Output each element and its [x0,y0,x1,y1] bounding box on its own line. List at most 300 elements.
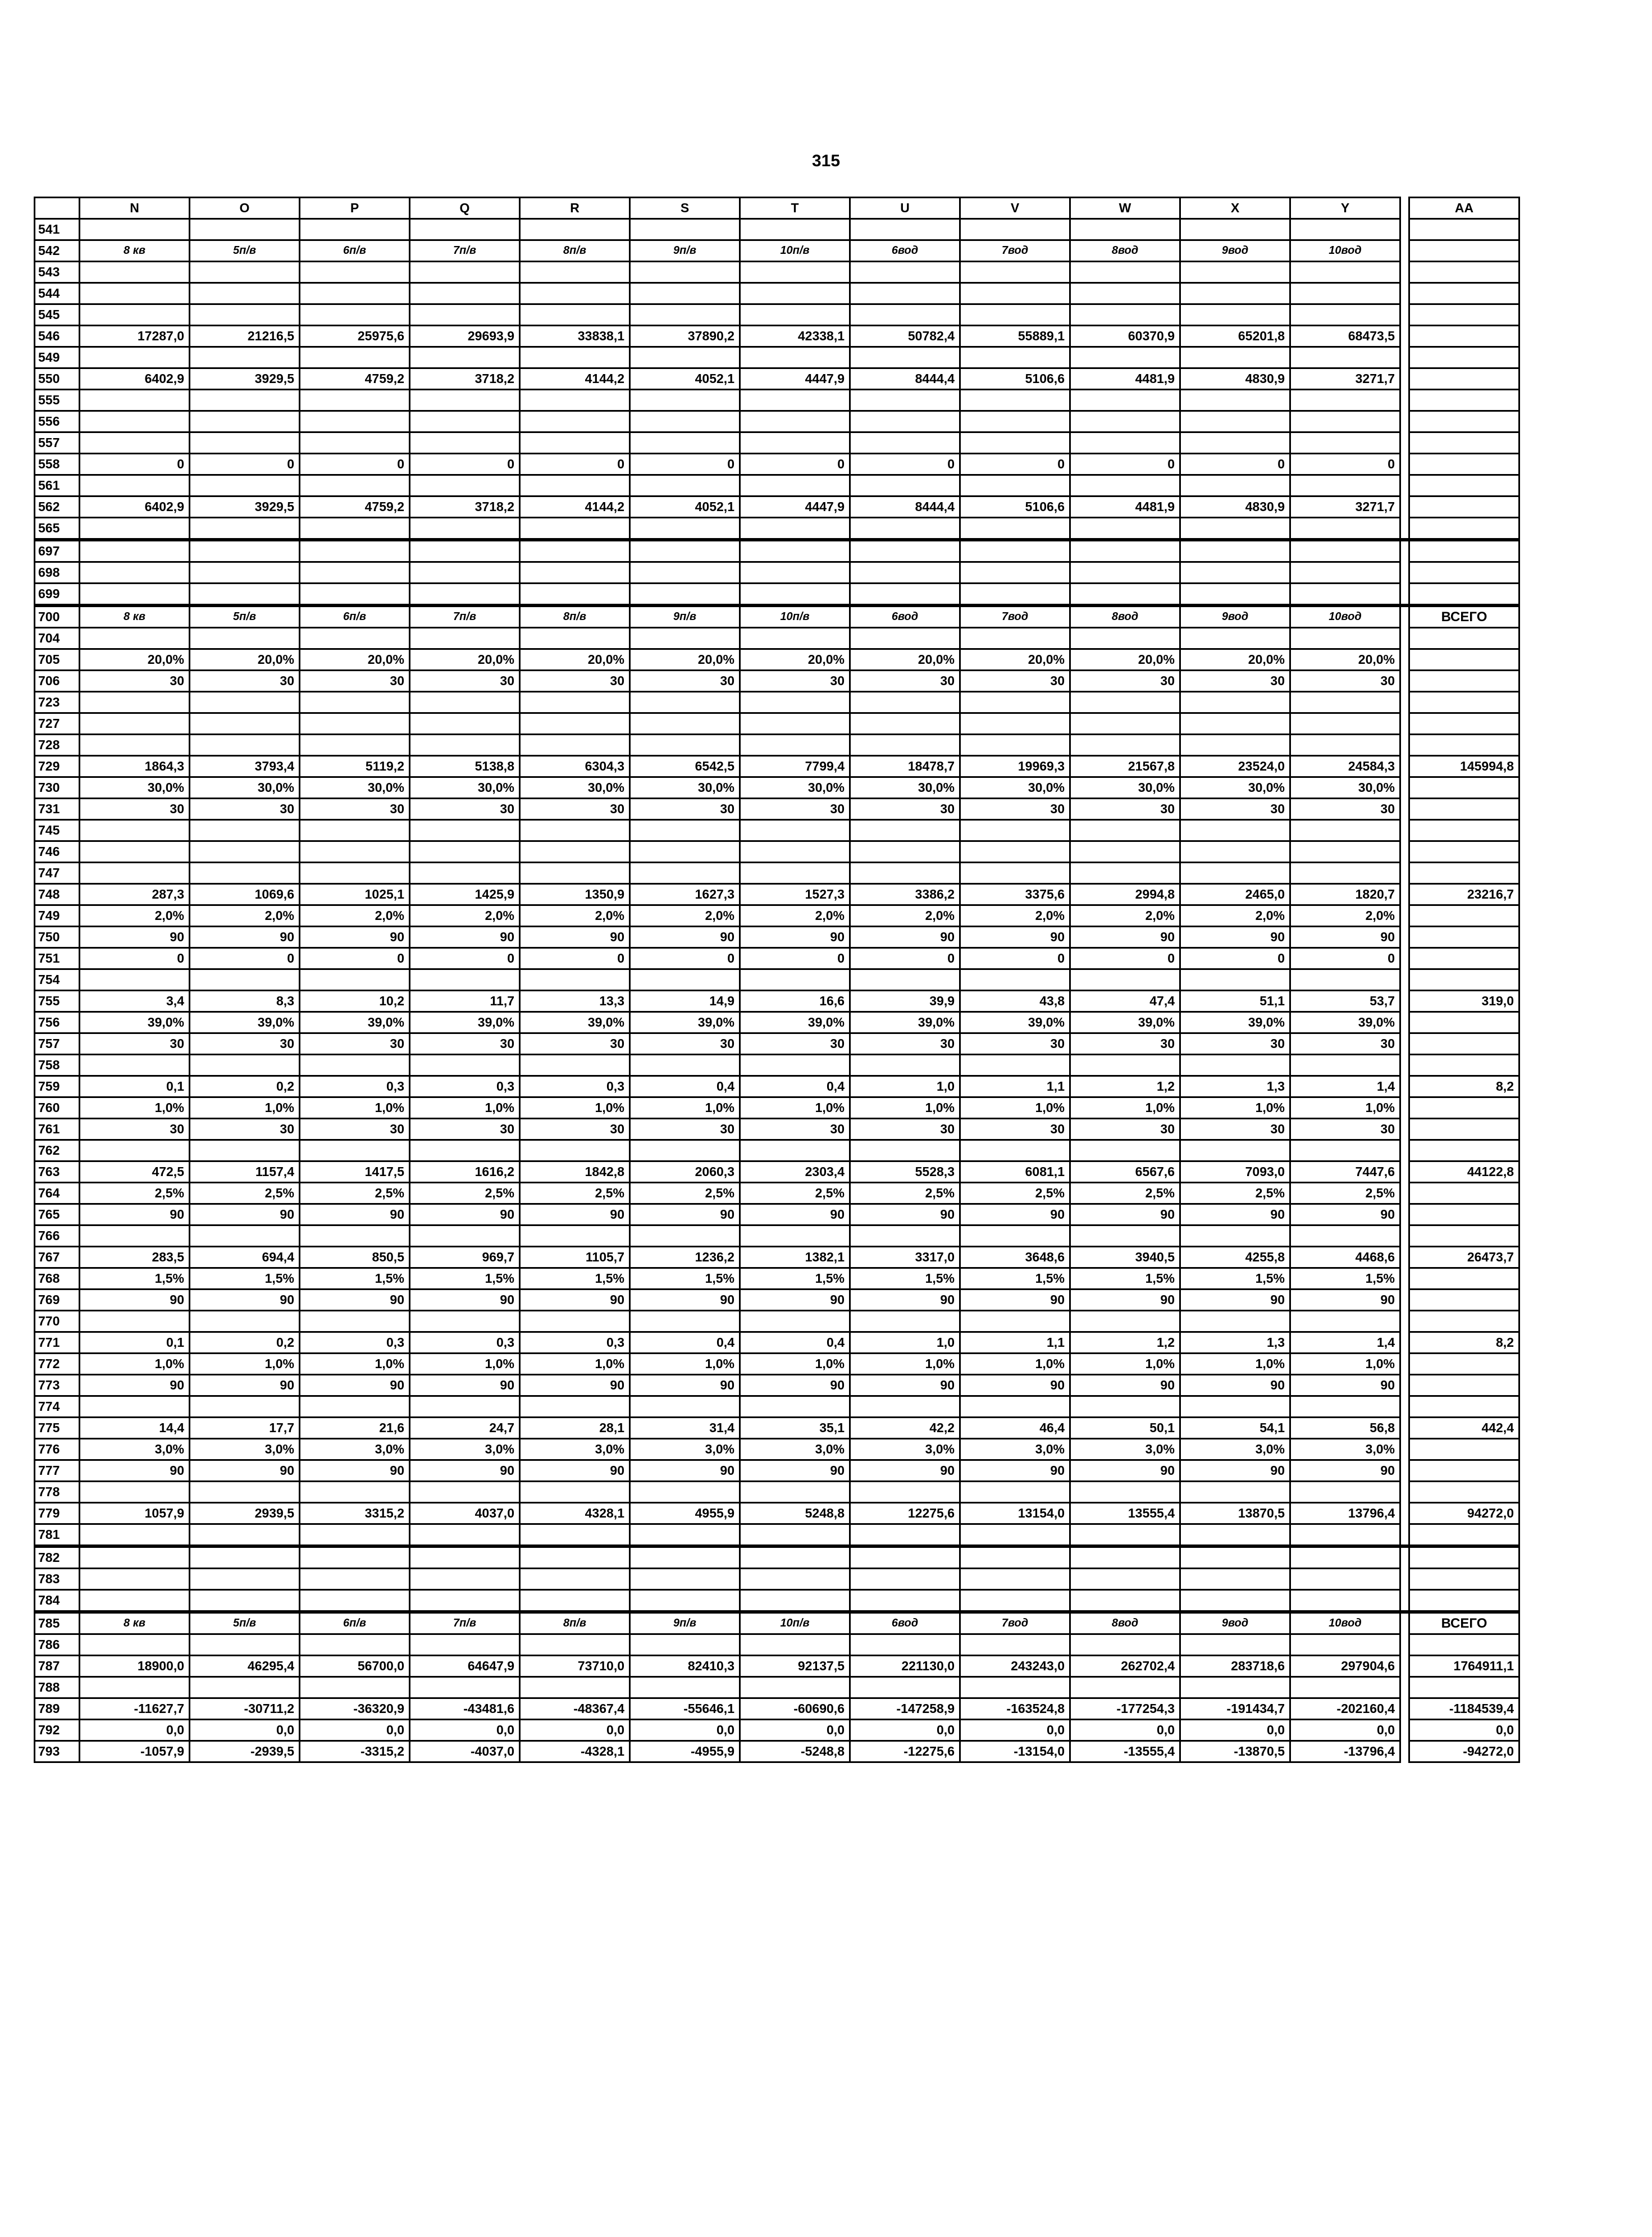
cell: 1105,7 [520,1247,630,1268]
cell: 14,4 [80,1418,190,1439]
cell: 90 [630,927,740,948]
cell: 30 [740,671,850,692]
cell [960,411,1070,432]
row-number: 546 [35,326,80,347]
cell: 0,0 [630,1720,740,1741]
cell: 8,3 [190,991,300,1012]
cell [410,692,520,713]
column-gap [1400,605,1409,628]
row-number: 550 [35,368,80,390]
cell: 5528,3 [850,1161,960,1183]
sheet-row [35,605,1519,628]
row-number: 774 [35,1396,80,1418]
cell [740,347,850,368]
row-number: 731 [35,799,80,820]
cell: 30 [300,1119,410,1140]
cell [1070,584,1180,606]
cell: 90 [300,1290,410,1311]
cell [1180,1569,1290,1590]
cell [740,304,850,326]
cell: 30 [410,799,520,820]
cell [300,219,410,240]
cell: 0,2 [190,1076,300,1097]
cell [410,713,520,735]
cell [80,390,190,411]
cell: 3,0% [300,1439,410,1460]
cell [1290,1590,1400,1612]
column-gap [1400,777,1409,799]
cell: 30 [1290,671,1400,692]
cell: 10п/в [740,240,850,262]
cell: 39,9 [850,991,960,1012]
cell [1409,326,1519,347]
cell [190,1396,300,1418]
sheet-row [35,562,1519,584]
sheet-row [35,1268,1519,1290]
cell: 6п/в [300,605,410,628]
cell: 0,0 [960,1720,1070,1741]
cell [80,863,190,884]
cell: -4328,1 [520,1741,630,1762]
cell: 2,5% [1180,1183,1290,1204]
cell: 0,2 [190,1332,300,1354]
cell: 30 [520,1033,630,1055]
cell: 2994,8 [1070,884,1180,905]
cell: 0,0 [300,1720,410,1741]
cell [1180,584,1290,606]
cell: 90 [520,1204,630,1225]
cell [520,347,630,368]
cell [190,304,300,326]
cell: 3271,7 [1290,496,1400,518]
cell [410,1590,520,1612]
row-number: 760 [35,1097,80,1119]
sheet-row [35,496,1519,518]
cell [960,820,1070,841]
cell: 30 [630,1033,740,1055]
cell: 39,0% [80,1012,190,1033]
cell [300,692,410,713]
cell [630,304,740,326]
column-gap [1400,671,1409,692]
cell: 7799,4 [740,756,850,777]
cell: 30 [190,799,300,820]
cell [1290,475,1400,496]
cell: 1,5% [80,1268,190,1290]
cell: 3929,5 [190,368,300,390]
cell: 73710,0 [520,1656,630,1677]
cell: 39,0% [1290,1012,1400,1033]
cell [190,1482,300,1503]
cell: 1864,3 [80,756,190,777]
cell: 2,5% [960,1183,1070,1204]
column-gap [1400,841,1409,863]
cell [1180,820,1290,841]
cell: 8,2 [1409,1076,1519,1097]
cell: 7п/в [410,605,520,628]
cell: 7п/в [410,240,520,262]
cell: 145994,8 [1409,756,1519,777]
cell: 90 [300,927,410,948]
cell: 4481,9 [1070,368,1180,390]
cell: 30 [630,671,740,692]
cell: 30 [1070,1119,1180,1140]
cell: 1,0% [630,1097,740,1119]
cell: 10вод [1290,605,1400,628]
cell [1409,390,1519,411]
cell: 90 [630,1204,740,1225]
sheet-row [35,863,1519,884]
cell [630,863,740,884]
cell: 42338,1 [740,326,850,347]
cell: 1,0% [740,1354,850,1375]
sheet-row [35,219,1519,240]
cell: 1,0% [300,1097,410,1119]
cell: 30 [740,1119,850,1140]
column-gap [1400,884,1409,905]
cell: 0 [1180,948,1290,969]
cell: 90 [190,1460,300,1482]
cell [520,713,630,735]
cell: 3,0% [410,1439,520,1460]
cell [850,1482,960,1503]
cell: -48367,4 [520,1698,630,1720]
cell [850,1311,960,1332]
cell: 11,7 [410,991,520,1012]
cell [1409,671,1519,692]
sheet-row [35,1439,1519,1460]
cell [740,432,850,454]
cell: 2,5% [850,1183,960,1204]
cell [520,432,630,454]
cell: 4144,2 [520,368,630,390]
cell: 2,0% [410,905,520,927]
cell [1180,1634,1290,1656]
column-header: S [630,198,740,219]
cell [300,1396,410,1418]
cell [410,1482,520,1503]
cell [1409,1460,1519,1482]
cell: 90 [1290,1460,1400,1482]
row-number: 786 [35,1634,80,1656]
sheet-row [35,927,1519,948]
cell: 30 [960,1033,1070,1055]
cell: 30,0% [520,777,630,799]
column-gap [1400,1546,1409,1569]
cell [300,1140,410,1161]
cell [1180,432,1290,454]
cell [850,735,960,756]
cell: 1,5% [520,1268,630,1290]
cell [1409,1012,1519,1033]
cell: 1025,1 [300,884,410,905]
cell [1409,540,1519,562]
cell: 30 [300,1033,410,1055]
cell [1180,283,1290,304]
cell [850,475,960,496]
cell [190,562,300,584]
cell: 3271,7 [1290,368,1400,390]
sheet-row [35,1418,1519,1439]
sheet-row [35,1503,1519,1524]
row-number: 557 [35,432,80,454]
sheet-row [35,1460,1519,1482]
cell [1070,262,1180,283]
cell [80,1225,190,1247]
cell [1180,969,1290,991]
cell: 90 [740,927,850,948]
column-gap [1400,1247,1409,1268]
cell: 20,0% [1180,649,1290,671]
cell: 90 [410,1290,520,1311]
cell: 7вод [960,605,1070,628]
cell [80,518,190,540]
cell [1070,1590,1180,1612]
cell: 8п/в [520,605,630,628]
cell: 90 [80,1290,190,1311]
cell: 23216,7 [1409,884,1519,905]
cell [740,562,850,584]
row-number: 555 [35,390,80,411]
sheet-row [35,1183,1519,1204]
cell: 2,5% [300,1183,410,1204]
cell: 55889,1 [960,326,1070,347]
cell: 2060,3 [630,1161,740,1183]
cell [740,1396,850,1418]
cell: 0 [1290,948,1400,969]
cell: 21216,5 [190,326,300,347]
cell: 90 [960,1375,1070,1396]
cell: -147258,9 [850,1698,960,1720]
sheet-row [35,735,1519,756]
cell: 0,0 [1180,1720,1290,1741]
cell [410,411,520,432]
cell [1070,1140,1180,1161]
cell [300,432,410,454]
cell: 5п/в [190,1612,300,1634]
row-number: 746 [35,841,80,863]
cell: 9вод [1180,1612,1290,1634]
cell: 30 [850,671,960,692]
cell: 6567,6 [1070,1161,1180,1183]
cell [410,1677,520,1698]
cell [300,1546,410,1569]
cell [1409,219,1519,240]
cell [300,1569,410,1590]
cell [740,1524,850,1547]
cell [300,1524,410,1547]
cell: 24,7 [410,1418,520,1439]
cell [960,562,1070,584]
cell: 90 [630,1375,740,1396]
cell [520,262,630,283]
cell [850,713,960,735]
cell [410,304,520,326]
cell: 25975,6 [300,326,410,347]
column-gap [1400,1569,1409,1590]
cell: 90 [410,927,520,948]
cell: 319,0 [1409,991,1519,1012]
cell [630,969,740,991]
cell [1409,1524,1519,1547]
cell [300,283,410,304]
cell [850,863,960,884]
cell: 20,0% [300,649,410,671]
row-number: 777 [35,1460,80,1482]
sheet-row [35,1677,1519,1698]
cell [410,820,520,841]
cell [960,1396,1070,1418]
cell [960,1311,1070,1332]
cell: 90 [960,1460,1070,1482]
cell [960,475,1070,496]
row-number: 759 [35,1076,80,1097]
cell [960,863,1070,884]
cell: 1627,3 [630,884,740,905]
cell [1070,1482,1180,1503]
cell: 30 [300,799,410,820]
row-number: 556 [35,411,80,432]
column-gap [1400,496,1409,518]
sheet-row [35,1311,1519,1332]
cell: 30 [1290,1033,1400,1055]
cell [1290,735,1400,756]
cell [1070,475,1180,496]
cell [850,841,960,863]
cell: -13796,4 [1290,1741,1400,1762]
cell [1409,454,1519,475]
cell [190,969,300,991]
cell: 1616,2 [410,1161,520,1183]
cell: 1,5% [740,1268,850,1290]
cell: 30 [410,671,520,692]
cell [1290,540,1400,562]
cell [520,1055,630,1076]
cell [1290,411,1400,432]
cell: 44122,8 [1409,1161,1519,1183]
cell: 3,4 [80,991,190,1012]
cell: 19969,3 [960,756,1070,777]
cell: 64647,9 [410,1656,520,1677]
cell [960,713,1070,735]
sheet-row [35,411,1519,432]
cell: ВСЕГО [1409,605,1519,628]
cell [1409,475,1519,496]
cell: -191434,7 [1180,1698,1290,1720]
cell: 3940,5 [1070,1247,1180,1268]
cell [740,692,850,713]
cell: 90 [300,1204,410,1225]
row-number: 757 [35,1033,80,1055]
column-gap [1400,411,1409,432]
row-number: 785 [35,1612,80,1634]
cell [190,1546,300,1569]
cell: 1527,3 [740,884,850,905]
sheet-row [35,584,1519,606]
cell: 13,3 [520,991,630,1012]
row-number: 793 [35,1741,80,1762]
row-number: 542 [35,240,80,262]
cell: 17287,0 [80,326,190,347]
cell: 39,0% [1070,1012,1180,1033]
cell: 4037,0 [410,1503,520,1524]
cell: 90 [190,1290,300,1311]
cell [520,969,630,991]
cell: 2,0% [1180,905,1290,927]
cell [520,1569,630,1590]
cell: 50782,4 [850,326,960,347]
cell: 30 [1070,1033,1180,1055]
row-number: 706 [35,671,80,692]
cell [1180,1677,1290,1698]
cell [1409,777,1519,799]
cell [1409,1183,1519,1204]
cell [1290,1569,1400,1590]
column-gap [1400,1396,1409,1418]
column-gap [1400,198,1409,219]
cell [630,1055,740,1076]
cell: 13555,4 [1070,1503,1180,1524]
cell: 0,3 [410,1076,520,1097]
sheet-row [35,841,1519,863]
cell [960,1140,1070,1161]
column-gap [1400,905,1409,927]
cell [850,1677,960,1698]
column-gap [1400,390,1409,411]
cell [1180,1225,1290,1247]
cell [850,1546,960,1569]
column-gap [1400,1268,1409,1290]
row-number: 770 [35,1311,80,1332]
cell [520,390,630,411]
cell [1409,1396,1519,1418]
cell: 30,0% [300,777,410,799]
column-gap [1400,1634,1409,1656]
column-gap [1400,1097,1409,1119]
cell: 6402,9 [80,368,190,390]
cell: -13870,5 [1180,1741,1290,1762]
cell: 2,5% [1290,1183,1400,1204]
sheet-row [35,1055,1519,1076]
cell [520,628,630,649]
cell: 5119,2 [300,756,410,777]
cell [850,1524,960,1547]
cell [1409,969,1519,991]
cell: 90 [190,1375,300,1396]
cell [300,540,410,562]
cell: 1,0% [190,1097,300,1119]
cell [1409,820,1519,841]
cell [630,735,740,756]
cell: 90 [1180,1204,1290,1225]
cell: 90 [520,1375,630,1396]
cell [1070,1055,1180,1076]
cell [1290,1140,1400,1161]
cell: 26473,7 [1409,1247,1519,1268]
cell [1409,1268,1519,1290]
column-gap [1400,1677,1409,1698]
cell [190,863,300,884]
cell [960,1225,1070,1247]
cell: 90 [960,1290,1070,1311]
column-header: W [1070,198,1180,219]
cell [960,735,1070,756]
sheet-row [35,1033,1519,1055]
cell [1180,518,1290,540]
cell: 90 [410,1460,520,1482]
cell [740,628,850,649]
cell: 0,0 [740,1720,850,1741]
